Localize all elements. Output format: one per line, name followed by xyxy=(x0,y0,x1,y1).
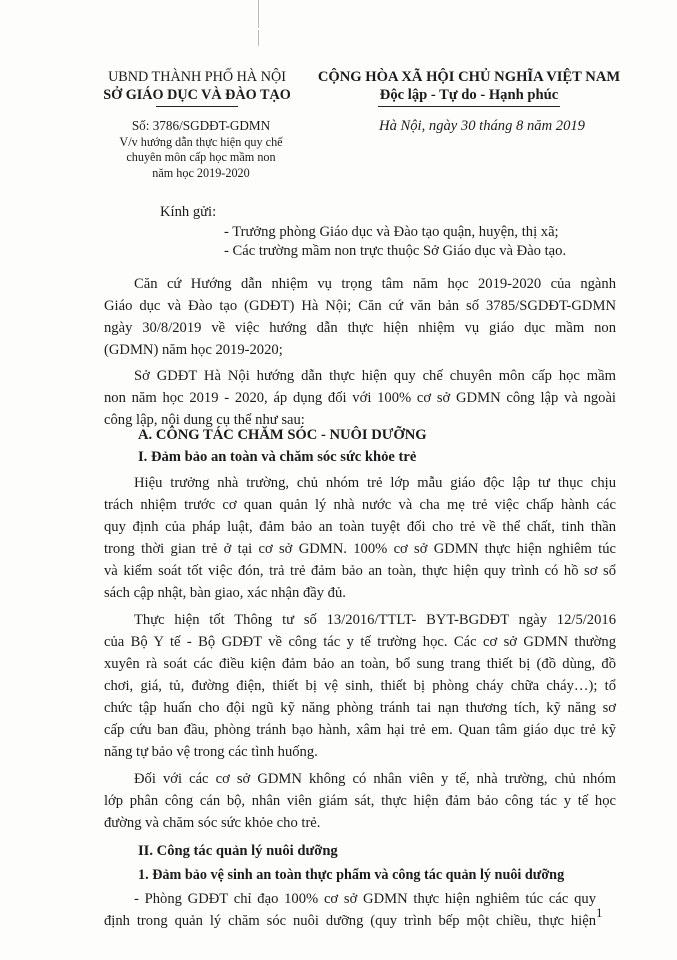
paragraph-line: Căn cứ Hướng dẫn nhiệm vụ trọng tâm năm học 2019-2020 của ngành xyxy=(134,276,616,292)
paragraph-line: định trong quản lý chăm sóc nuôi dưỡng (quy trình bếp một chiều, thực hiện xyxy=(104,913,596,929)
issuing-department: SỞ GIÁO DỤC VÀ ĐÀO TẠO xyxy=(103,87,291,103)
issuing-authority: UBND THÀNH PHỐ HÀ NỘI xyxy=(108,69,286,85)
recipient-item: - Trưởng phòng Giáo dục và Đào tạo quận, huyện, thị xã; xyxy=(224,224,559,240)
national-motto: Độc lập - Tự do - Hạnh phúc xyxy=(379,87,559,103)
paragraph-line: Đối với các cơ sở GDMN không có nhân viên y tế, nhà trường, chủ nhóm xyxy=(134,771,616,787)
subject-line: chuyên môn cấp học mầm non xyxy=(126,150,276,164)
document-date: Hà Nội, ngày 30 tháng 8 năm 2019 xyxy=(379,118,585,134)
header-rule-left xyxy=(156,106,238,107)
paragraph-line: trong thời gian trẻ ở tại cơ sở GDMN. 100% cơ sở GDMN thực hiện nghiêm túc xyxy=(104,541,616,557)
paragraph-line: Hiệu trưởng nhà trường, chủ nhóm trẻ lớp mẫu giáo độc lập tư thục chịu xyxy=(134,475,616,491)
paragraph-line: (GDMN) năm học 2019-2020; xyxy=(104,342,283,358)
section-heading: A. CÔNG TÁC CHĂM SÓC - NUÔI DƯỠNG xyxy=(138,427,427,443)
paragraph-line: quy định của pháp luật, đảm bảo an toàn tuyệt đối cho trẻ về thể chất, tinh thần xyxy=(104,519,616,535)
subject-line: năm học 2019-2020 xyxy=(152,166,250,180)
paragraph-line: cấp cứu ban đầu, phòng tránh bạo hành, xâm hại trẻ em. Quan tâm giáo dục trẻ kỹ xyxy=(104,722,616,738)
paragraph-line: non năm học 2019 - 2020, áp dụng đối với 100% cơ sở GDMN công lập và ngoài xyxy=(104,390,616,406)
section-heading: II. Công tác quản lý nuôi dưỡng xyxy=(138,843,338,859)
section-heading: I. Đảm bảo an toàn và chăm sóc sức khỏe trẻ xyxy=(138,449,417,465)
header-rule-right xyxy=(378,106,560,107)
paragraph-line: của Bộ Y tế - Bộ GDĐT về công tác y tế trường học. Các cơ sở GDMN thường xyxy=(104,634,616,650)
paragraph-line: - Phòng GDĐT chỉ đạo 100% cơ sở GDMN thực hiện nghiêm túc các quy xyxy=(134,891,596,907)
paragraph-line: chơi, giá, tủ, đường điện, thiết bị vệ sinh, thiết bị phòng cháy chữa cháy…); tổ xyxy=(104,678,616,694)
national-title: CỘNG HÒA XÃ HỘI CHỦ NGHĨA VIỆT NAM xyxy=(317,69,621,85)
paragraph-line: sách cập nhật, bàn giao, xác nhận đầy đủ. xyxy=(104,585,346,601)
paragraph-line: trách nhiệm trước cơ quan quản lý nhà nước và cha mẹ trẻ việc chấp hành các xyxy=(104,497,616,513)
subject-line: V/v hướng dẫn thực hiện quy chế xyxy=(119,135,283,149)
recipient-item: - Các trường mầm non trực thuộc Sở Giáo dục và Đào tạo. xyxy=(224,243,567,259)
paragraph-line: xuyên rà soát các điều kiện đảm bảo an toàn, bổ sung trang thiết bị (đồ dùng, đồ xyxy=(104,656,616,672)
paragraph-line: năng tự bảo vệ trong các tình huống. xyxy=(104,744,318,760)
paragraph-line: Thực hiện tốt Thông tư số 13/2016/TTLT- BYT-BGDĐT ngày 12/5/2016 xyxy=(134,612,616,628)
page-number: 1 xyxy=(596,905,603,920)
paragraph-line: đường và chăm sóc sức khỏe cho trẻ. xyxy=(104,815,321,831)
recipients-label: Kính gửi: xyxy=(160,204,217,220)
paragraph-line: chức tập huấn cho đội ngũ kỹ năng phòng tránh tai nạn thương tích, kỹ năng sơ xyxy=(104,700,616,716)
paragraph-line: và kiểm soát tốt việc đón, trả trẻ đảm bảo an toàn, thực hiện quy trình có hồ sơ sổ xyxy=(104,563,616,579)
paragraph-line: Giáo dục và Đào tạo (GDĐT) Hà Nội; Căn cứ văn bản số 3785/SGDĐT-GDMN xyxy=(104,298,616,314)
paragraph-line: ngày 30/8/2019 về việc hướng dẫn thực hiện nhiệm vụ giáo dục mầm non xyxy=(104,320,616,336)
subsection-heading: 1. Đảm bảo vệ sinh an toàn thực phẩm và công tác quản lý nuôi dưỡng xyxy=(138,867,565,883)
paragraph-line: lớp phân công cán bộ, nhân viên giám sát, thực hiện đảm bảo công tác y tế học xyxy=(104,793,616,809)
paragraph-line: công lập, nội dung cụ thể như sau: xyxy=(104,412,305,428)
document-number: Số: 3786/SGDĐT-GDMN xyxy=(131,118,271,133)
paragraph-line: Sở GDĐT Hà Nội hướng dẫn thực hiện quy chế chuyên môn cấp học mầm xyxy=(134,368,616,384)
